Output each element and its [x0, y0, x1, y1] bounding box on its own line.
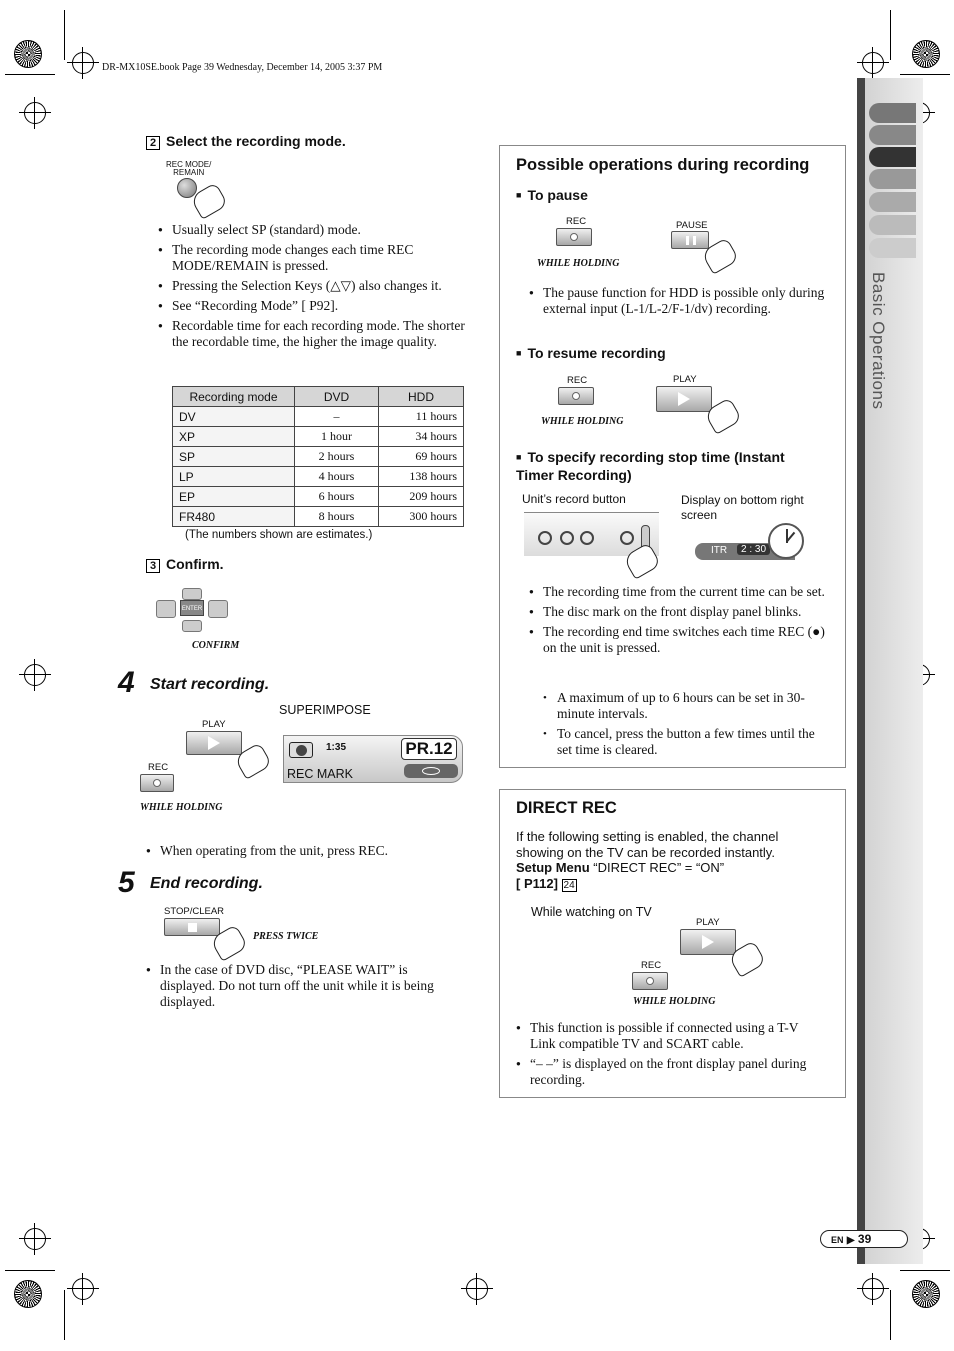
itr-bullets	[529, 584, 829, 660]
rec-dot-icon	[570, 233, 578, 241]
pause-label: PAUSE	[676, 220, 708, 231]
chapter-tab	[869, 215, 916, 235]
rec-mark-icon	[289, 742, 313, 758]
superimpose-label: SUPERIMPOSE	[279, 703, 371, 717]
step-title: Confirm.	[166, 556, 224, 572]
crop-line	[890, 1290, 891, 1340]
play-button-illustration	[656, 386, 712, 412]
rec-label: REC	[567, 375, 588, 386]
page-number: 39	[857, 1232, 872, 1246]
bullet: ● The pause function for HDD is possible only during external input (L-1/L-2/F-1/dv) recording.	[529, 285, 829, 317]
rec-button-illustration	[140, 774, 174, 792]
bullet: ● The recording time from the current time can be set.	[529, 584, 829, 600]
step-number: 3	[146, 559, 160, 573]
pause-icon	[686, 236, 696, 245]
rec-dot-icon	[646, 977, 654, 985]
bullet: ● The disc mark on the front display panel blinks.	[529, 604, 829, 620]
play-button-illustration	[186, 731, 242, 755]
registration-mark	[24, 664, 46, 686]
rec-label: REC	[641, 960, 662, 971]
rec-dot-icon	[572, 392, 580, 400]
rec-mark-label: REC MARK	[287, 767, 353, 781]
bullet: • A maximum of up to 6 hours can be set in 30-minute intervals.	[543, 690, 831, 722]
table-row: XP 1 hour 34 hours	[173, 427, 464, 447]
display-label: Display on bottom right screen	[681, 493, 804, 522]
play-icon	[702, 935, 714, 949]
itr-label: ITR	[711, 545, 728, 556]
chapter-tab	[869, 192, 916, 212]
while-holding-caption: WHILE HOLDING	[140, 802, 223, 813]
step2-heading	[146, 133, 346, 151]
column-header: Recording mode	[173, 387, 295, 407]
bullet: ● In the case of DVD disc, “PLEASE WAIT” is displayed. Do not turn off the unit while it is being displayed.	[146, 962, 446, 1010]
channel-display: PR.12	[401, 738, 457, 760]
chapter-tab	[869, 169, 916, 189]
registration-mark	[862, 52, 884, 74]
direct-rec-title: DIRECT REC	[516, 799, 617, 817]
step3-heading	[146, 556, 224, 574]
registration-sunburst-br	[912, 1280, 940, 1308]
bullet: ● This function is possible if connected using a T-V Link compatible TV and SCART cable.	[516, 1020, 816, 1052]
play-label: PLAY	[202, 719, 226, 730]
possible-operations-title: Possible operations during recording	[516, 156, 810, 174]
bullet: ● The recording end time switches each time REC (●) on the unit is pressed.	[529, 624, 829, 656]
pause-heading: ■ To pause	[516, 187, 588, 203]
play-button-illustration	[680, 929, 736, 955]
crop-line	[5, 74, 55, 75]
registration-sunburst-tl	[14, 40, 42, 68]
table-row: SP 2 hours 69 hours	[173, 447, 464, 467]
bullet: ● Pressing the Selection Keys (△▽) also changes it.	[158, 278, 468, 294]
elapsed-time: 1:35	[326, 742, 347, 753]
bullet: ● When operating from the unit, press REC.	[146, 843, 466, 859]
crop-line	[900, 74, 950, 75]
crop-line	[890, 10, 891, 60]
direct-rec-text: If the following setting is enabled, the channel showing on the TV can be recorded instantly. Setup Menu “DIRECT REC” = “ON” [ P112] 24	[516, 829, 779, 891]
arrow-icon: ▶	[846, 1235, 855, 1246]
chapter-tab	[869, 103, 916, 123]
rec-button-illustration	[558, 387, 594, 405]
play-label: PLAY	[696, 917, 720, 928]
column-header: DVD	[295, 387, 379, 407]
table-row: LP 4 hours 138 hours	[173, 467, 464, 487]
page-number-badge	[820, 1230, 908, 1248]
registration-mark	[862, 1278, 884, 1300]
while-holding-caption: WHILE HOLDING	[541, 416, 624, 427]
registration-sunburst-bl	[14, 1280, 42, 1308]
bullet: • To cancel, press the button a few times until the set time is cleared.	[543, 726, 831, 758]
rec-button-illustration	[632, 972, 668, 990]
chapter-tab-active	[869, 147, 916, 167]
book-header: DR-MX10SE.book Page 39 Wednesday, December 14, 2005 3:37 PM	[102, 62, 383, 73]
step4-number: 4	[118, 666, 135, 699]
section-label: Basic Operations	[869, 272, 888, 410]
play-icon	[208, 736, 220, 750]
registration-mark	[72, 52, 94, 74]
play-label: PLAY	[673, 374, 697, 385]
watching-label: While watching on TV	[531, 905, 652, 919]
page-ref: [ P112]	[516, 875, 558, 891]
table-row: EP 6 hours 209 hours	[173, 487, 464, 507]
step5-title: End recording.	[150, 875, 263, 892]
itr-time: 2 : 30	[737, 544, 770, 555]
table-row: DV – 11 hours	[173, 407, 464, 427]
step-title: Select the recording mode.	[166, 133, 346, 149]
bullet: ● Usually select SP (standard) mode.	[158, 222, 468, 238]
stop-button-illustration	[164, 918, 220, 936]
resume-heading: ■ To resume recording	[516, 345, 666, 361]
unit-button-label: Unit’s record button	[522, 492, 626, 506]
clock-icon	[768, 523, 804, 559]
rec-label: REC	[566, 216, 587, 227]
step5-bullets	[146, 962, 446, 1014]
confirm-caption: CONFIRM	[192, 640, 240, 651]
step4-title: Start recording.	[150, 676, 270, 693]
step5-number: 5	[118, 866, 135, 899]
table-note: (The numbers shown are estimates.)	[185, 529, 373, 541]
registration-sunburst-tr	[912, 40, 940, 68]
step-number: 2	[146, 136, 160, 150]
ref-number: 24	[563, 879, 575, 891]
step2-bullets	[158, 222, 468, 354]
recording-mode-table	[172, 386, 464, 527]
bullet: ● “– –” is displayed on the front display panel during recording.	[516, 1056, 816, 1088]
pause-bullets	[529, 285, 829, 321]
stop-icon	[188, 923, 197, 932]
pause-button-illustration	[671, 231, 709, 249]
table-header-row	[173, 387, 464, 407]
crop-line	[64, 10, 65, 60]
direct-rec-bullets	[516, 1020, 816, 1092]
registration-mark	[72, 1278, 94, 1300]
bullet: ● The recording mode changes each time REC MODE/REMAIN is pressed.	[158, 242, 468, 274]
column-header: HDD	[379, 387, 464, 407]
rec-dot-icon	[153, 779, 161, 787]
table-row: FR480 8 hours 300 hours	[173, 507, 464, 527]
press-twice-caption: PRESS TWICE	[253, 931, 319, 942]
bullet: ● See “Recording Mode” [ P92].	[158, 298, 468, 314]
setting-text: “DIRECT REC” = “ON”	[589, 860, 725, 875]
chapter-tab	[869, 125, 916, 145]
step4-bullets	[146, 843, 466, 863]
language-code: EN	[831, 1235, 844, 1245]
dpad-icon	[156, 588, 230, 632]
disc-icon	[404, 764, 458, 778]
crop-line	[900, 1270, 950, 1271]
registration-mark	[24, 102, 46, 124]
chapter-tab	[869, 238, 916, 258]
rec-button-illustration	[556, 228, 592, 246]
rec-mode-label: REC MODE/ REMAIN	[166, 160, 212, 177]
crop-line	[64, 1290, 65, 1340]
while-holding-caption: WHILE HOLDING	[537, 258, 620, 269]
rec-label: REC	[148, 762, 169, 773]
while-holding-caption: WHILE HOLDING	[633, 996, 716, 1007]
side-bar-edge	[857, 78, 865, 1264]
play-icon	[678, 392, 690, 406]
setup-menu-label: Setup Menu	[516, 860, 590, 875]
itr-sub-bullets	[543, 690, 831, 762]
registration-mark	[24, 1228, 46, 1250]
enter-button: ENTER	[180, 600, 204, 616]
registration-mark	[466, 1278, 488, 1300]
bullet: ● Recordable time for each recording mode. The shorter the recordable time, the higher the image quality.	[158, 318, 468, 350]
crop-line	[5, 1270, 55, 1271]
stop-clear-label: STOP/CLEAR	[164, 906, 225, 917]
itr-heading: ■ To specify recording stop time (Instant Timer Recording)	[516, 449, 816, 483]
